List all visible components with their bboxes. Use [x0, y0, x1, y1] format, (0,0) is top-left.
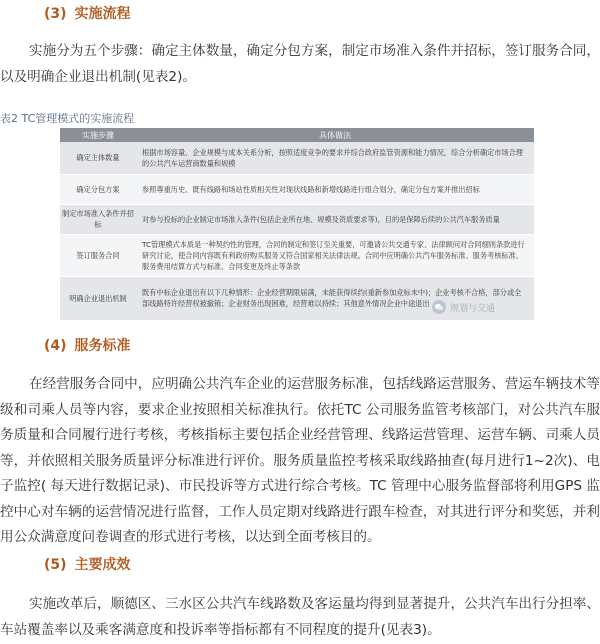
table-header-step: 实施步骤	[60, 128, 136, 142]
table-header-detail: 具体做法	[136, 128, 534, 142]
section-5-heading	[44, 556, 131, 574]
implementation-table	[60, 128, 534, 324]
section-3-paragraph: 实施分为五个步骤：确定主体数量，确定分包方案，制定市场准入条件并招标，签订服务合同， 以及明确企业退出机制(见表2)。	[0, 43, 600, 85]
table-header-row	[60, 128, 534, 142]
table-cell-step: 确定主体数量	[60, 142, 136, 174]
wechat-logo-icon	[432, 300, 446, 314]
section-5-number: (5)	[44, 557, 67, 573]
table-cell-step: 确定分包方案	[60, 174, 136, 204]
section-3-title: 实施流程	[74, 6, 131, 22]
table-cell-detail: 参照尊重历史、既有线路和场站性质相关性对现状线路和新增线路进行组合划分，确定分包方案并推出招标	[136, 174, 534, 204]
table-cell-detail: 根据市场容量、企业规模与成本关系分析，按照适度竞争的要求并综合政府监管资源和能力情况，综合分析确定市场合理的公共汽车运营商数量和规模	[136, 142, 534, 174]
table-cell-step: 签订服务合同	[60, 234, 136, 276]
table-row	[60, 142, 534, 174]
table-cell-detail: 既有中标企业退出有以下几种情形：企业经营期限届满，未能获得续约(重新参加竞标未中)；企业考核不合格，部分或全部线路特许经营权被撤销；企业财务出现困难，经营难以持续；其他意外情况企业中途退出	[136, 276, 534, 320]
section-5-title: 主要成效	[74, 557, 131, 573]
table-row	[60, 234, 534, 276]
table-caption: 表2 TC管理模式的实施流程	[0, 112, 135, 125]
table-cell-detail: 对参与投标的企业制定市场准入条件(包括企业所在地、规模及资质要求等)，目的是保障后续的公共汽车服务质量	[136, 204, 534, 234]
table-cell-detail: TC管理模式本质是一种契约性的管理，合同的制定和签订至关重要，可邀请公共交通专家、法律顾问对合同细则条款进行研究讨论，使合同内容既有利政府购买服务又符合国家相关法律法规。合同中应明确公共汽车服务标准、服务考核标准、服务费用结算方式与标准、合同变更及终止等条款	[136, 234, 534, 276]
section-4-title: 服务标准	[74, 338, 131, 354]
table-row	[60, 174, 534, 204]
section-4-number: (4)	[44, 338, 67, 354]
table-row	[60, 204, 534, 234]
section-3-number: (3)	[44, 6, 67, 22]
table-cell-step: 制定市场准入条件并招标	[60, 204, 136, 234]
watermark	[432, 300, 495, 314]
section-4-paragraph: 在经营服务合同中，应明确公共汽车企业的运营服务标准，包括线路运营服务、营运车辆技术等级和司乘人员等内容，要求企业按照相关标准执行。依托TC 公司服务监管考核部门，对公共汽车服务质量和合同履行进行考核，考核指标主要包括企业经营管理、线路运营管理、运营车辆、司乘人员等，并依照相关服务质量评分标准进行评价。服务质量监控考核采取线路抽查(每月进行1~2次)、电子监控( 每天进行数据记录)、市民投诉等方式进行综合考核。TC 管理中心服务监督部将利用GPS 监控中心对车辆的运营情况进行监督，工作人员定期对线路进行跟车检查，对其进行评分和奖惩，并利用公众满意度问卷调查的形式进行考核，以达到全面考核目的。	[0, 376, 600, 545]
section-4-heading	[44, 337, 131, 355]
watermark-text: 规划与交通	[450, 303, 496, 314]
table-cell-step: 明确企业退出机制	[60, 276, 136, 320]
section-3-heading	[44, 5, 131, 23]
section-5-paragraph: 实施改革后，顺德区、三水区公共汽车线路数及客运量均得到显著提升，公共汽车出行分担率、车站覆盖率以及乘客满意度和投诉率等指标都有不同程度的提升(见表3)。	[0, 596, 600, 638]
